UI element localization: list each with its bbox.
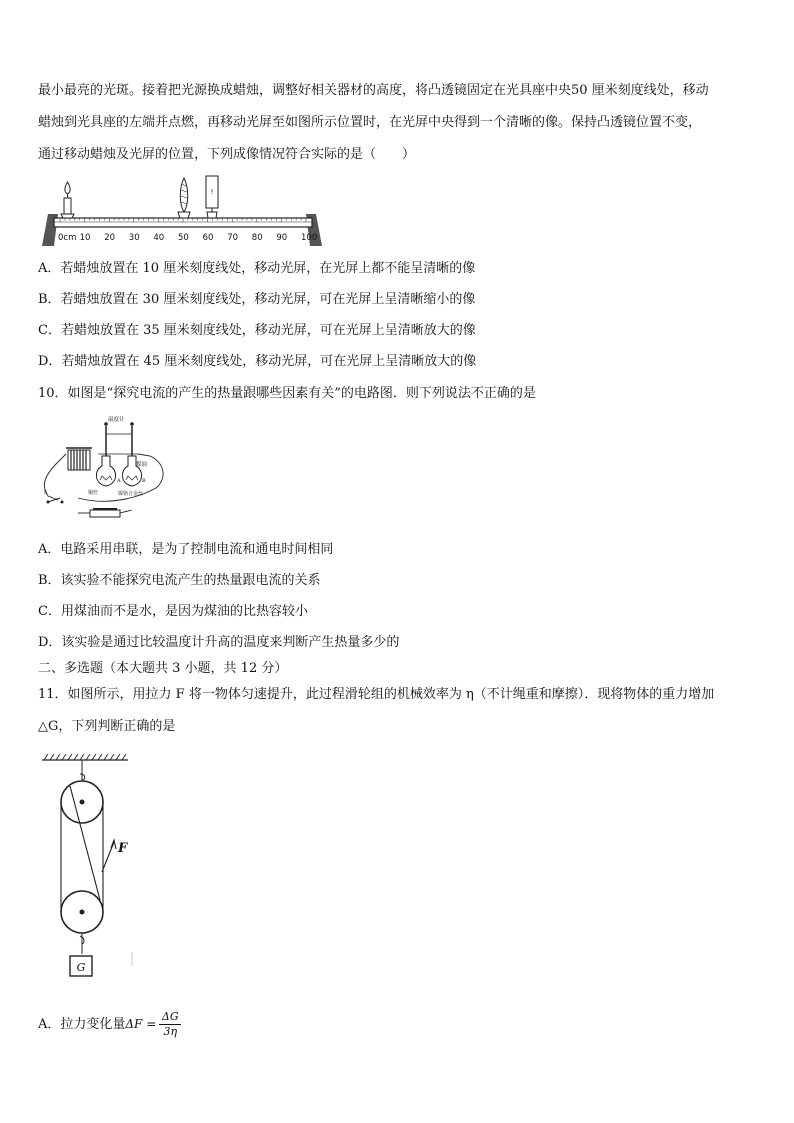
bench-tick-label: 90 bbox=[276, 233, 288, 243]
bench-tick-label: 20 bbox=[104, 233, 116, 243]
formula-numerator: ΔG bbox=[161, 1010, 179, 1023]
bench-tick-label: 10 bbox=[79, 233, 91, 243]
fixed-pulley-icon bbox=[61, 760, 103, 823]
q11-stem-line-2: △G，下列判断正确的是 bbox=[38, 719, 176, 734]
flask-b-icon bbox=[122, 456, 141, 486]
q10-option-d: D．该实验是通过比较温度计升高的温度来判断产生热量多少的 bbox=[38, 635, 400, 650]
candle-icon bbox=[61, 182, 74, 218]
copper-label: 铜丝 bbox=[88, 490, 99, 496]
q9-option-a: A．若蜡烛放置在 10 厘米刻度线处，移动光屏，在光屏上都不能呈清晰的像 bbox=[38, 261, 476, 276]
thermometer-label: 温度计 bbox=[108, 417, 125, 423]
convex-lens-icon bbox=[178, 178, 190, 218]
bench-tick-label: 40 bbox=[153, 233, 165, 243]
q9-line-2: 蜡烛到光具座的左端并点燃，再移动光屏至如图所示位置时，在光屏中央得到一个清晰的像。保持凸透镜位置不变， bbox=[38, 115, 702, 130]
q11-option-a-formula bbox=[125, 1011, 181, 1038]
section-heading: 二、多选题（本大题共 3 小题，共 12 分） bbox=[38, 661, 288, 676]
q9-line-1: 最小最亮的光斑。接着把光源换成蜡烛，调整好相关器材的高度，将凸透镜固定在光具座中央50 厘米刻度线处，移动 bbox=[38, 83, 709, 98]
movable-pulley-icon bbox=[61, 891, 103, 954]
bench-tick-label: 100 bbox=[301, 233, 318, 243]
label-b: B bbox=[142, 478, 146, 484]
label-a: A bbox=[117, 478, 121, 484]
q9-option-d: D．若蜡烛放置在 45 厘米刻度线处，移动光屏，可在光屏上呈清晰放大的像 bbox=[38, 354, 477, 369]
bench-tick-label: 70 bbox=[227, 233, 239, 243]
switch-label: S bbox=[44, 490, 48, 496]
pulley-figure bbox=[40, 752, 140, 982]
circuit-figure bbox=[38, 414, 173, 524]
bench-tick-label: 50 bbox=[178, 233, 189, 243]
optical-bench-figure bbox=[40, 174, 322, 248]
q9-line-3: 通过移动蜡烛及光屏的位置，下列成像情况符合实际的是（ ） bbox=[38, 147, 416, 162]
force-label: F bbox=[118, 841, 128, 856]
rheostat-icon bbox=[66, 448, 92, 470]
screen-icon bbox=[206, 176, 218, 218]
ceiling-icon bbox=[42, 754, 128, 760]
kerosene-label: 煤油 bbox=[136, 462, 148, 468]
q11-option-a-label: A．拉力变化量 bbox=[38, 1017, 126, 1032]
svg-text:!: ! bbox=[210, 188, 214, 196]
q9-option-b: B．若蜡烛放置在 30 厘米刻度线处，移动光屏，可在光屏上呈清晰缩小的像 bbox=[38, 292, 476, 307]
formula-fraction bbox=[159, 1011, 181, 1038]
q10-option-b: B．该实验不能探究电流产生的热量跟电流的关系 bbox=[38, 573, 321, 588]
formula-denominator: 3η bbox=[163, 1025, 178, 1038]
battery-icon bbox=[78, 508, 132, 517]
weight-label: G bbox=[76, 961, 86, 974]
bench-tick-label: 30 bbox=[128, 233, 140, 243]
q9-option-c: C．若蜡烛放置在 35 厘米刻度线处，移动光屏，可在光屏上呈清晰放大的像 bbox=[38, 323, 476, 338]
q10-option-c: C．用煤油而不是水，是因为煤油的比热容较小 bbox=[38, 604, 308, 619]
bench-tick-label: 0cm bbox=[58, 233, 77, 243]
bench-tick-label: 80 bbox=[251, 233, 263, 243]
q11-option-a bbox=[38, 1011, 181, 1038]
q10-option-a: A．电路采用串联，是为了控制电流和通电时间相同 bbox=[38, 542, 334, 557]
q11-stem-line-1: 11．如图所示，用拉力 F 将一物体匀速提升，此过程滑轮组的机械效率为 η（不计绳重和摩擦）．现将物体的重力增加 bbox=[38, 687, 715, 702]
q10-stem: 10．如图是“探究电流的产生的热量跟哪些因素有关”的电路图．则下列说法不正确的是 bbox=[38, 386, 536, 401]
flask-a-icon bbox=[96, 456, 115, 486]
formula-lhs: ΔF = bbox=[125, 1017, 157, 1031]
nichrome-label: 镍铬合金丝 bbox=[118, 491, 144, 497]
bench-tick-label: 60 bbox=[202, 233, 214, 243]
